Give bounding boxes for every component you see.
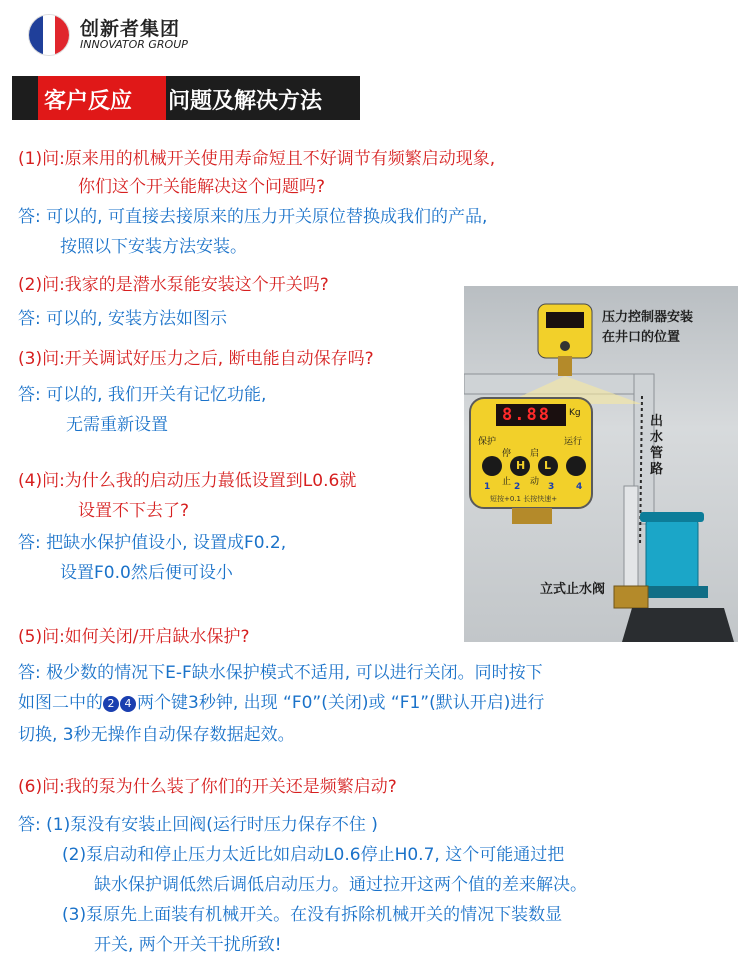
key-2-badge: 2 xyxy=(103,696,119,712)
btn-num-4: 4 xyxy=(576,482,583,492)
flag-icon xyxy=(28,14,70,56)
panel-bottom-label: 短按+0.1 长按快速+ xyxy=(490,495,558,503)
panel-protect-label: 保护 xyxy=(478,437,497,447)
answer-5-post: 两个键3秒钟, 出现 “F0”(关闭)或 “F1”(默认开启)进行 xyxy=(137,693,545,713)
answer-1: 答: 可以的, 可直接去接原来的压力开关原位替换成我们的产品, xyxy=(18,207,488,227)
btn-num-1: 1 xyxy=(484,482,491,492)
answer-2: 答: 可以的, 安装方法如图示 xyxy=(18,309,227,329)
answer-4-cont: 设置F0.0然后便可设小 xyxy=(60,563,233,583)
answer-3-cont: 无需重新设置 xyxy=(66,415,168,435)
question-4-cont: 设置不下去了? xyxy=(78,501,190,521)
btn-h-label: H xyxy=(516,459,526,472)
answer-6-3-cont: 开关, 两个开关干扰所致! xyxy=(94,935,282,955)
answer-6-2-cont: 缺水保护调低然后调低启动压力。通过拉开这两个值的差来解决。 xyxy=(94,875,587,895)
photo-label-top-1: 压力控制器安装 xyxy=(602,310,694,325)
banner-title-part1: 客户反应 xyxy=(44,89,133,114)
photo-label-outlet: 出水管路 xyxy=(650,414,664,477)
question-2: (2)问:我家的是潜水泵能安装这个开关吗? xyxy=(18,275,329,295)
answer-1-cont: 按照以下安装方法安装。 xyxy=(60,237,247,257)
answer-5-pre: 如图二中的 xyxy=(18,693,103,713)
answer-6-3: (3)泵原先上面装有机械开关。在没有拆除机械开关的情况下装数显 xyxy=(62,905,563,925)
btn-start-label: 启 xyxy=(530,449,540,459)
btn-stop-label: 停 xyxy=(502,449,512,459)
answer-6-1: 答: (1)泵没有安装止回阀(运行时压力保存不住 ) xyxy=(18,815,378,835)
photo-label-valve: 立式止水阀 xyxy=(540,582,606,597)
answer-3: 答: 可以的, 我们开关有记忆功能, xyxy=(18,385,267,405)
btn-num-3: 3 xyxy=(548,482,555,492)
company-logo xyxy=(28,14,328,58)
btn-start-label-2: 动 xyxy=(530,477,540,487)
panel-run-label: 运行 xyxy=(564,437,583,447)
question-4: (4)问:为什么我的启动压力蕞低设置到L0.6就 xyxy=(18,471,357,491)
brand-name-en: INNOVATOR GROUP xyxy=(80,38,188,51)
question-1-cont: 你们这个开关能解决这个问题吗? xyxy=(78,177,326,197)
display-unit: Kg xyxy=(569,408,581,418)
banner-title-part2: 问题及解决方法 xyxy=(168,89,323,114)
answer-5: 答: 极少数的情况下E-F缺水保护模式不适用, 可以进行关闭。同时按下 xyxy=(18,663,543,683)
section-banner xyxy=(12,76,360,120)
question-5: (5)问:如何关闭/开启缺水保护? xyxy=(18,627,250,647)
brand-name-cn: 创新者集团 xyxy=(80,18,181,40)
question-6: (6)问:我的泵为什么装了你们的开关还是频繁启动? xyxy=(18,777,397,797)
installation-photo xyxy=(464,286,738,642)
btn-stop-label-2: 止 xyxy=(502,477,512,487)
answer-5-end: 切换, 3秒无操作自动保存数据起效。 xyxy=(18,725,295,745)
answer-4: 答: 把缺水保护值设小, 设置成F0.2, xyxy=(18,533,287,553)
display-value: 8.88 xyxy=(502,405,551,425)
key-4-badge: 4 xyxy=(120,696,136,712)
answer-5-cont xyxy=(18,692,544,714)
answer-6-2: (2)泵启动和停止压力太近比如启动L0.6停止H0.7, 这个可能通过把 xyxy=(62,845,565,865)
photo-label-top-2: 在井口的位置 xyxy=(602,330,681,345)
btn-l-label: L xyxy=(544,459,552,472)
question-3: (3)问:开关调试好压力之后, 断电能自动保存吗? xyxy=(18,349,374,369)
question-1: (1)问:原来用的机械开关使用寿命短且不好调节有频繁启动现象, xyxy=(18,149,496,169)
btn-num-2: 2 xyxy=(514,482,521,492)
